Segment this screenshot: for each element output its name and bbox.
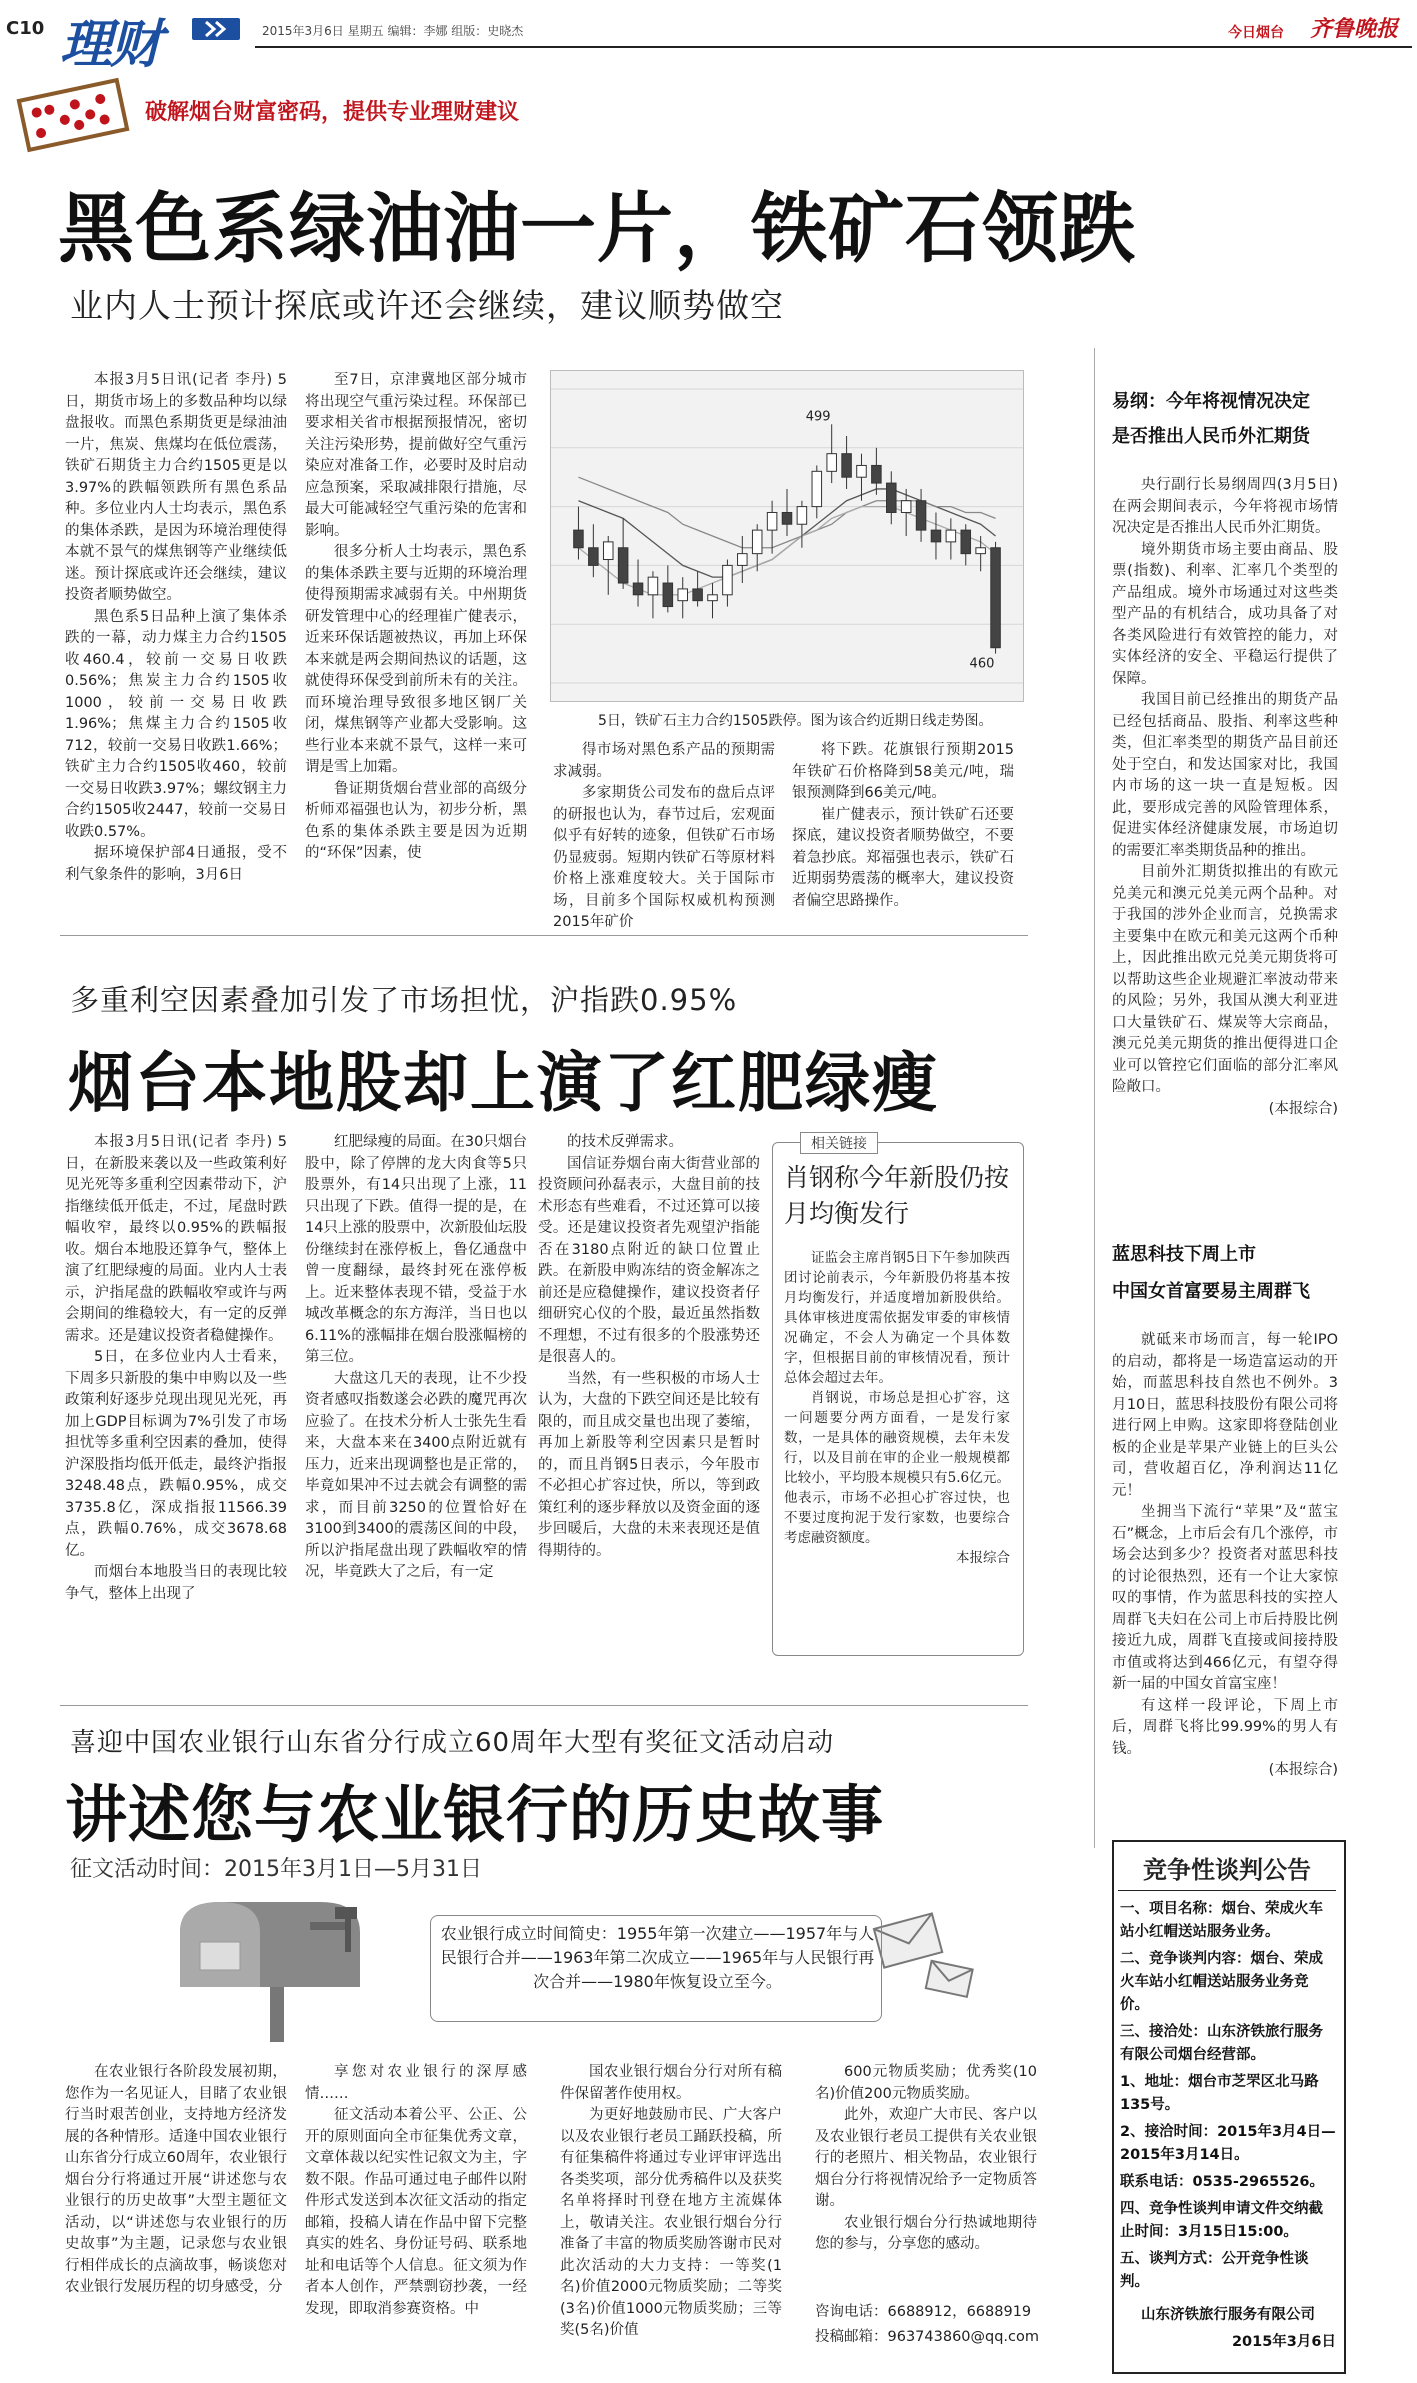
paragraph: 境外期货市场主要由商品、股票(指数)、利率、汇率几个类型的产品组成。境外市场通过对这些类型产品的有机结合，成功具备了对各类风险进行有效管控的能力，对实体经济的安全、平稳运行提供了保障。 [1112,541,1338,687]
article2-col3 [538,1132,760,1657]
paragraph: 的技术反弹需求。 [567,1134,683,1150]
related-link-body [784,1248,1010,1638]
article3-dates: 征文活动时间：2015年3月1日—5月31日 [70,1857,482,1882]
paragraph: 本报3月5日讯(记者 李丹) 5日，期货市场上的多数品种均以绿盘报收。而黑色系期货更是绿油油一片，焦炭、焦煤均在低位震荡，铁矿石期货主力合约1505更是以3.97%的跌幅领跌所有黑色系品种。多位业内人士均表示，黑色系的集体杀跌，是因为环境治理使得本就不景气的煤焦钢等产业继续低迷。预计探底或许还会继续，建议投资者顺势做空。 [65,372,287,603]
paragraph: 就砥来市场而言，每一轮IPO的启动，都将是一场造富运动的开始，而蓝思科技自然也不例外。3月10日，蓝思科技股份有限公司将进行网上申购。这家即将登陆创业板的企业是苹果产业链上的巨头公司，营收超百亿，净利润达11亿元！ [1112,1332,1338,1499]
tender-date: 2015年3月6日 [1231,2334,1336,2350]
paragraph: 央行副行长易纲周四(3月5日)在两会期间表示，今年将视市场情况决定是否推出人民币外汇期货。 [1112,477,1338,536]
story2-title-line2: 中国女首富要易主周群飞 [1112,1281,1310,1302]
candle-body [693,589,703,601]
tender-company: 山东济铁旅行服务有限公司 [1141,2307,1315,2323]
divider [60,1705,1028,1706]
paragraph: 目前外汇期货拟推出的有欧元兑美元和澳元兑美元两个品种。对于我国的涉外企业而言，兑换需求主要集中在欧元和美元这两个币种上，因此推出欧元兑美元期货将可以帮助这些企业规避汇率波动带来的风险；另外，我国从澳大利亚进口大量铁矿石、煤炭等大宗商品，澳元兑美元期货的推出便得进口企业可以管控它们面临的部分汇率风险敞口。 [1112,864,1338,1095]
candle-body [946,530,956,542]
paragraph: 此外，欢迎广大市民、客户以及农业银行老员工提供有关农业银行的老照片、相关物品，农业银行烟台分行将视情况给予一定物质答谢。 [815,2107,1037,2209]
iron-ore-chart [550,370,1024,702]
tender-body [1120,1898,1336,2358]
paragraph: 而烟台本地股当日的表现比较争气，整体上出现了 [65,1564,287,1602]
contact-phone: 咨询电话：6688912，6688919 [815,2304,1032,2320]
candle-body [574,530,584,548]
paragraph: 农业银行烟台分行热诚地期待您的参与，分享您的感动。 [815,2214,1037,2252]
tender-item: 1、地址：烟台市芝罘区北马路135号。 [1120,2074,1319,2113]
related-link-tag: 相关链接 [800,1132,878,1154]
paragraph: 将下跌。花旗银行预期2015年铁矿石价格降到58美元/吨，瑞银预测降到66美元/吨。 [792,742,1014,801]
paragraph: 国信证券烟台南大街营业部的投资顾问孙磊表示，大盘目前的技术形态有些难看，不过还算可以接受。还是建议投资者先观望沪指能否在3180点附近的缺口位置止跌。在新股申购冻结的资金解冻之前还是应稳健操作，建议投资者仔细研究心仪的个股，最近虽然指数不理想，不过有很多的个股涨势还是很喜人的。 [538,1155,760,1365]
tender-item: 三、接洽处：山东济铁旅行服务有限公司烟台经营部。 [1120,2024,1323,2063]
price-annotation: 460 [969,656,995,672]
paragraph: 得市场对黑色系产品的预期需求减弱。 [553,742,775,780]
candle-body [603,542,613,560]
paragraph: 享您对农业银行的深厚感情…… [305,2064,527,2102]
candle-body [589,548,599,566]
paragraph: 当然，有一些积极的市场人士认为，大盘的下跌空间还是比较有限的，而且成交量也出现了萎缩，再加上新股等利空因素只是暂时的，而且肖钢5日表示，今年股市不必担心扩容过快，所以，等到政策红利的逐步释放以及资金面的逐步回暖后，大盘的未来表现还是值得期待的。 [538,1370,760,1559]
story1-title-line1: 易纲：今年将视情况决定 [1112,391,1310,412]
column-rule [1094,348,1095,1848]
article1-subhead: 业内人士预计探底或许还会继续，建议顺势做空 [70,286,784,325]
paragraph: 5日，在多位业内人士看来，下周多只新股的集中申购以及一些政策利好逐步兑现出现见光死，再加上GDP目标调为7%引发了市场担忧等多重利空因素的叠加，使得沪深股指均低开低走，最终沪指报3248.48点，跌幅0.95%，成交3735.8亿，深成指报11566.39点，跌幅0.76%，成交3678.68亿。 [65,1349,287,1559]
candle-body [976,548,986,554]
article2-col1 [65,1132,287,1657]
source-note: (本报综合) [1268,1100,1338,1117]
candle-body [827,454,837,472]
header-rule [255,46,1412,48]
article1-col3 [553,740,775,930]
article2-col2 [305,1132,527,1657]
history-note: 农业银行成立时间简史：1955年第一次建立——1957年与人民银行合并——1963年第二次成立——1965年与人民银行再次合并——1980年恢复设立至今。 [440,1924,875,1991]
article1-col4 [792,740,1014,920]
article3-col3 [560,2062,782,2362]
candle-body [767,512,777,530]
section-name: 理财 [60,15,161,75]
price-annotation: 499 [805,409,831,425]
candle-body [842,454,852,478]
newspaper-brand: 齐鲁晚报 [1310,17,1399,42]
article3-col4 [815,2062,1037,2292]
candle-body [618,548,628,583]
tender-item: 2、接洽时间：2015年3月4日—2015年3月14日。 [1120,2124,1336,2163]
paragraph: 红肥绿瘦的局面。在30只烟台股中，除了停牌的龙大肉食等5只股票外，有14只出现了上涨，11只出现了下跌。值得一提的是，在14只上涨的股票中，次新股仙坛股份继续封在涨停板上，鲁亿通盘中曾一度翻绿，最终封死在涨停板上。近来整体表现不错，受益于水城改革概念的东方海洋，当日也以6.11%的涨幅排在烟台股涨幅榜的第三位。 [305,1134,527,1365]
paragraph: 为更好地鼓励市民、广大客户以及农业银行老员工踊跃投稿，所有征集稿件将通过专业评审评选出各类奖项，部分优秀稿件以及获奖名单将择时刊登在地方主流媒体上，敬请关注。农业银行烟台分行准备了丰富的物质奖励答谢市民对此次活动的大力支持：一等奖(1名)价值2000元物质奖励；二等奖(3名)价值1000元物质奖励；三等奖(5名)价值 [560,2107,782,2338]
article3-col2 [305,2062,527,2362]
candle-body [752,530,762,554]
paragraph: 征文活动本着公平、公正、公开的原则面向全市征集优秀文章，文章体裁以纪实性记叙文为主，字数不限。作品可通过电子邮件以附件形式发送到本次征文活动的指定邮箱，投稿人请在作品中留下完整真实的姓名、身份证号码、联系地址和电话等个人信息。征文须为作者本人创作，严禁剽窃抄袭，一经发现，即取消参赛资格。中 [305,2107,527,2317]
story2-body [1112,1330,1338,1778]
tender-item: 四、竞争性谈判申请文件交纳截止时间：3月15日15:00。 [1120,2201,1323,2240]
paragraph: 大盘这几天的表现，让不少投资者感叹指数遂会必跌的魔咒再次应验了。在技术分析人士张先生看来，大盘本来在3400点附近就有压力，近来出现调整也是正常的，毕竟如果冲不过去就会有调整的需求，而目前3250的位置恰好在3100到3400的震荡区间的中段，所以沪指尾盘出现了跌幅收窄的情况，毕竟跌大了之后，有一定 [305,1370,527,1580]
candle-body [887,483,897,512]
paragraph: 600元物质奖励；优秀奖(10名)价值200元物质奖励。 [815,2064,1037,2102]
tender-item: 五、谈判方式：公开竞争性谈判。 [1120,2251,1309,2290]
chart-caption: 5日，铁矿石主力合约1505跌停。图为该合约近期日线走势图。 [598,713,993,729]
today-label: 今日烟台 [1228,25,1284,41]
paragraph: 肖钢说，市场总是担心扩容，这一问题要分两方面看，一是发行家数，一是具体的融资规模，去年未发行，以及目前在审的企业一般规模都比较小，平均股本规模只有5.6亿元。他表示，市场不必担心扩容过快，也不要过度拘泥于发行家数，也要综合考虑融资额度。 [784,1390,1010,1546]
article3-headline: 讲述您与农业银行的历史故事 [65,1778,885,1851]
paragraph: 坐拥当下流行“苹果”及“蓝宝石”概念，上市后会有几个涨停，市场会达到多少？投资者对蓝思科技的讨论很热烈，还有一个让大家惊叹的事情，作为蓝思科技的实控人周群飞夫妇在公司上市后持股比例接近九成，周群飞直接或间接持股市值或将达到466亿元，有望夺得新一届的中国女首富宝座！ [1112,1504,1338,1692]
source-note: 本报综合 [956,1550,1010,1566]
candle-body [991,548,1001,648]
candle-body [633,583,643,595]
story1-body [1112,475,1338,1125]
candle-body [648,577,658,595]
paragraph: 我国目前已经推出的期货产品已经包括商品、股指、利率这些种类，但汇率类型的期货产品目前还处于空白，和发达国家对比，我国内市场的这一块一直是短板。因此，要形成完善的风险管理体系，促进实体经济健康发展，市场迫切的需要汇率类期货品种的推出。 [1112,692,1338,859]
candlestick-chart [551,371,1023,701]
candle-body [663,583,673,607]
article3-kicker: 喜迎中国农业银行山东省分行成立60周年大型有奖征文活动启动 [70,1728,835,1758]
page-number: C10 [6,18,45,39]
candle-body [872,465,882,483]
mailbox-icon [160,1892,420,2042]
paragraph: 有这样一段评论，下周上市后，周群飞将比99.99%的男人有钱。 [1112,1697,1338,1757]
tender-item: 联系电话：0535-2965526。 [1120,2174,1324,2190]
tender-item: 二、竞争谈判内容：烟台、荣成火车站小红帽送站服务业务竞价。 [1120,1951,1323,2013]
paragraph: 证监会主席肖钢5日下午参加陕西团讨论前表示，今年新股仍将基本按月均衡发行，并适度增加新股供给。具体审核进度需依据发审委的审核情况确定，不会人为确定一个具体数字，但根据目前的审核情况看，预计总体会超过去年。 [784,1250,1010,1386]
paragraph: 多家期货公司发布的盘后点评的研报也认为，春节过后，宏观面似乎有好转的迹象，但铁矿石市场仍显疲弱。短期内铁矿石等原材料价格上涨难度较大。关于国际市场，目前多个国际权威机构预测2015年矿价 [553,785,775,930]
paragraph: 至7日，京津冀地区部分城市将出现空气重污染过程。环保部已要求相关省市根据预报情况，密切关注污染形势，提前做好空气重污染应对准备工作，必要时及时启动应急预案，采取减排限行措施，尽最大可能减轻空气重污染的危害和影响。 [305,372,527,539]
candle-body [931,530,941,542]
paragraph: 国农业银行烟台分行对所有稿件保留著作使用权。 [560,2064,782,2102]
article3-col1 [65,2062,287,2362]
paragraph: 黑色系5日品种上演了集体杀跌的一幕，动力煤主力合约1505收460.4，较前一交易日收跌0.56%；焦炭主力合约1505收1000，较前一交易日收跌1.96%；焦煤主力合约1505收712，较前一交易日收跌1.66%；铁矿主力合约1505收460，较前一交易日收跌3.97%；螺纹钢主力合约1505收2447，较前一交易日收跌0.57%。 [65,608,287,840]
candle-body [723,565,733,594]
candle-body [857,465,867,477]
paragraph: 本报3月5日讯(记者 李丹) 5日，在新股来袭以及一些政策利好见光死等多重利空因素带动下，沪指继续低开低走，不过，尾盘时跌幅收窄，最终以0.95%的跌幅报收。烟台本地股还算争气，整体上演了红肥绿瘦的局面。业内人士表示，沪指尾盘的跌幅收窄或许与两会期间的维稳较大，有一定的反弹需求。还是建议投资者稳健操作。 [65,1134,287,1344]
article2-kicker: 多重利空因素叠加引发了市场担忧，沪指跌0.95% [70,983,738,1017]
related-link-title: 肖钢称今年新股仍按月均衡发行 [784,1163,1010,1228]
paragraph: 很多分析人士均表示，黑色系的集体杀跌主要与近期的环境治理使得预期需求减弱有关。中州期货研发管理中心的经理崔广健表示，近来环保话题被热议，再加上环保本来就是两会期间热议的话题，这就使得环保受到前所未有的关注。而环境治理导致很多地区钢厂关闭，煤焦钢等产业都大受影响。这些行业本来就不景气，这样一来可谓是雪上加霜。 [305,544,527,775]
section-slogan: 破解烟台财富密码，提供专业理财建议 [145,100,520,125]
paragraph: 鲁证期货烟台营业部的高级分析师邓福强也认为，初步分析，黑色系的集体杀跌主要是因为近期的“环保”因素，使 [305,780,527,861]
source-note: (本报综合) [1268,1762,1338,1778]
candle-body [812,471,822,506]
story2-title-line1: 蓝思科技下周上市 [1112,1244,1256,1265]
candle-body [678,589,688,601]
tender-title: 竞争性谈判公告 [1143,1856,1311,1884]
paragraph: 据环境保护部4日通报，受不利气象条件的影响，3月6日 [65,845,287,883]
candle-body [901,501,911,513]
candle-body [738,554,748,566]
article1-headline: 黑色系绿油油一片，铁矿石领跌 [58,184,1136,273]
candle-body [708,595,718,601]
paragraph: 在农业银行各阶段发展初期，您作为一名见证人，目睹了农业银行当时艰苦创业，支持地方经济发展的各种情形。适逢中国农业银行山东省分行成立60周年，农业银行烟台分行将通过开展“讲述您与农业银行的历史故事”大型主题征文活动，以“讲述您与农业银行的历史故事”为主题，记录您与农业银行相伴成长的点滴故事，畅谈您对农业银行发展历程的切身感受，分 [65,2064,287,2295]
candle-body [961,530,971,554]
story1-title-line2: 是否推出人民币外汇期货 [1112,426,1310,447]
candle-body [797,507,807,525]
section-arrow-icon [192,18,240,40]
article1-col2 [305,370,527,910]
header-meta: 2015年3月6日 星期五 编辑：李娜 组版：史晓杰 [262,24,524,38]
abacus-icon [18,60,128,150]
article2-headline: 烟台本地股却上演了红肥绿瘦 [68,1046,940,1121]
envelope-icon [920,1955,980,2005]
tender-item: 一、项目名称：烟台、荣成火车站小红帽送站服务业务。 [1120,1901,1323,1940]
candle-body [782,512,792,524]
contact-email: 投稿邮箱：963743860@qq.com [815,2329,1040,2345]
paragraph: 崔广健表示，预计铁矿石还要探底，建议投资者顺势做空，不要着急抄底。郑福强也表示，铁矿石近期弱势震荡的概率大，建议投资者偏空思路操作。 [792,806,1014,909]
divider [60,935,1028,936]
candle-body [916,501,926,530]
divider [1118,1890,1336,1891]
article1-col1 [65,370,287,910]
